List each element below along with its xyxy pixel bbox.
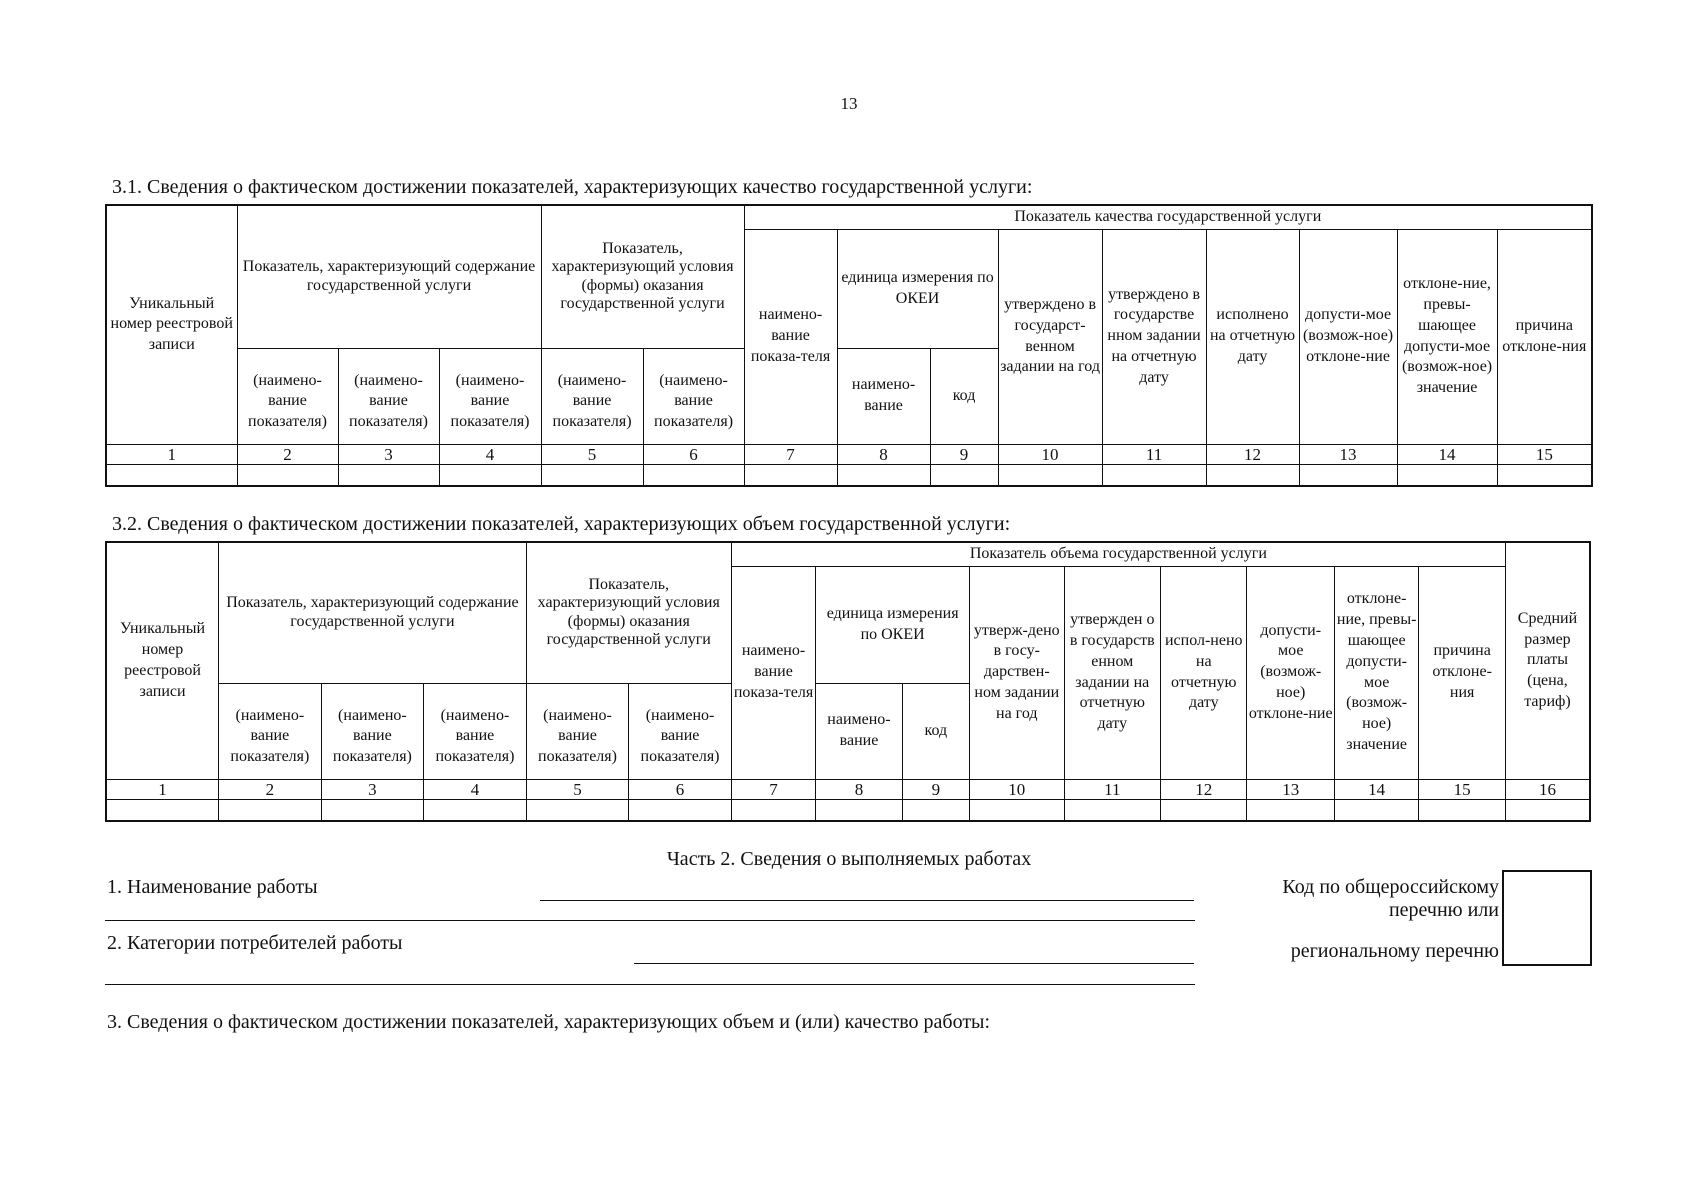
table-row: [106, 464, 1592, 486]
data-cell[interactable]: [1299, 464, 1397, 486]
data-cell[interactable]: [1247, 799, 1334, 821]
col-unit-name: наимено-вание: [816, 683, 902, 779]
data-cell[interactable]: [731, 799, 815, 821]
section-3-2-title: 3.2. Сведения о фактическом достижении показателей, характеризующих объем государственной услуги:: [112, 513, 1011, 535]
column-number: 2: [237, 444, 338, 464]
col-conditions-indicator: Показатель, характеризующий условия (формы) оказания государственной услуги: [526, 542, 731, 683]
code-label-line-1: Код по общероссийскому: [1282, 876, 1499, 898]
col-average-price: Средний размер платы (цена, тариф): [1505, 542, 1590, 779]
column-number: 2: [219, 779, 322, 799]
column-number: 4: [439, 444, 541, 464]
data-cell[interactable]: [744, 464, 837, 486]
data-cell[interactable]: [902, 799, 969, 821]
column-number: 5: [541, 444, 643, 464]
column-number: 3: [321, 779, 424, 799]
data-cell[interactable]: [816, 799, 902, 821]
sub-indicator-name: (наимено-вание показателя): [629, 683, 732, 779]
column-number: 10: [998, 444, 1102, 464]
column-number: 11: [1064, 779, 1161, 799]
column-number: 11: [1102, 444, 1206, 464]
sub-indicator-name: (наимено-вание показателя): [541, 348, 643, 444]
col-okei-unit: единица измерения по ОКЕИ: [837, 229, 998, 348]
column-numbers-row: [106, 779, 1590, 799]
code-label-line-2: перечню или: [1388, 899, 1499, 921]
sub-indicator-name: (наимено-вание показателя): [338, 348, 439, 444]
data-cell[interactable]: [930, 464, 998, 486]
table-row: [106, 799, 1590, 821]
column-number: 7: [744, 444, 837, 464]
column-number: 3: [338, 444, 439, 464]
data-cell[interactable]: [526, 799, 629, 821]
col-unit-name: наимено-вание: [837, 348, 930, 444]
data-cell[interactable]: [237, 464, 338, 486]
column-number: 1: [106, 444, 237, 464]
col-approved-year: утверждено в государст-венном задании на год: [998, 229, 1102, 444]
data-cell[interactable]: [106, 799, 219, 821]
data-cell[interactable]: [1505, 799, 1590, 821]
data-cell[interactable]: [837, 464, 930, 486]
col-okei-unit: единица измерения по ОКЕИ: [816, 566, 970, 683]
column-number: 8: [837, 444, 930, 464]
col-unique-number: Уникальный номер реестровой записи: [106, 542, 219, 779]
section-3-title: 3. Сведения о фактическом достижении показателей, характеризующих объем и (или) качество работы:: [107, 1011, 991, 1033]
column-number: 9: [930, 444, 998, 464]
sub-indicator-name: (наимено-вание показателя): [219, 683, 322, 779]
column-numbers-row: [106, 444, 1592, 464]
quality-group-header: Показатель качества государственной услуги: [744, 205, 1592, 229]
sub-indicator-name: (наимено-вание показателя): [439, 348, 541, 444]
column-number: 1: [106, 779, 219, 799]
column-number: 16: [1505, 779, 1590, 799]
column-number: 15: [1497, 444, 1592, 464]
section-3-1-title: 3.1. Сведения о фактическом достижении показателей, характеризующих качество государственной услуги:: [112, 176, 1033, 198]
col-content-indicator: Показатель, характеризующий содержание государственной услуги: [219, 542, 527, 683]
col-approved-date: утвержден о в государств енном задании на отчетную дату: [1064, 566, 1161, 779]
data-cell[interactable]: [1064, 799, 1161, 821]
sub-indicator-name: (наимено-вание показателя): [321, 683, 424, 779]
sub-indicator-name: (наимено-вание показателя): [643, 348, 744, 444]
data-cell[interactable]: [338, 464, 439, 486]
data-cell[interactable]: [1397, 464, 1497, 486]
data-cell[interactable]: [106, 464, 237, 486]
col-deviation-reason: причина отклоне-ния: [1419, 566, 1506, 779]
column-number: 6: [643, 444, 744, 464]
col-approved-year: утверж-дено в госу-дарствен-ном задании на год: [970, 566, 1065, 779]
registry-code-box[interactable]: [1502, 870, 1592, 966]
col-exceeding-deviation: отклоне-ние, превы-шающее допусти-мое (возмож-ное) значение: [1397, 229, 1497, 444]
column-number: 13: [1299, 444, 1397, 464]
data-cell[interactable]: [970, 799, 1065, 821]
data-cell[interactable]: [643, 464, 744, 486]
page-number: 13: [840, 94, 858, 113]
data-cell[interactable]: [1334, 799, 1418, 821]
column-number: 13: [1247, 779, 1334, 799]
data-cell[interactable]: [1161, 799, 1247, 821]
part-2-title: Часть 2. Сведения о выполняемых работах: [666, 848, 1032, 870]
column-number: 7: [731, 779, 815, 799]
col-deviation-reason: причина отклоне-ния: [1497, 229, 1592, 444]
data-cell[interactable]: [541, 464, 643, 486]
col-unit-code: код: [930, 348, 998, 444]
col-exceeding-deviation: отклоне-ние, превы-шающее допусти-мое (возмож-ное) значение: [1334, 566, 1418, 779]
data-cell[interactable]: [1206, 464, 1299, 486]
consumer-categories-line[interactable]: [634, 963, 1194, 964]
data-cell[interactable]: [219, 799, 322, 821]
column-number: 4: [424, 779, 527, 799]
volume-indicators-table: [105, 541, 1591, 822]
sub-indicator-name: (наимено-вание показателя): [526, 683, 629, 779]
col-content-indicator: Показатель, характеризующий содержание государственной услуги: [237, 205, 541, 348]
col-indicator-name: наимено-вание показа-теля: [744, 229, 837, 444]
separator-line: [105, 920, 1195, 921]
column-number: 14: [1397, 444, 1497, 464]
col-unique-number: Уникальный номер реестровой записи: [106, 205, 237, 444]
col-executed: испол-нено на отчетную дату: [1161, 566, 1247, 779]
column-number: 5: [526, 779, 629, 799]
column-number: 9: [902, 779, 969, 799]
work-name-line[interactable]: [540, 900, 1194, 901]
data-cell[interactable]: [321, 799, 424, 821]
column-number: 15: [1419, 779, 1506, 799]
column-number: 12: [1161, 779, 1247, 799]
col-allowed-deviation: допусти-мое (возмож-ное) отклоне-ние: [1299, 229, 1397, 444]
column-number: 8: [816, 779, 902, 799]
data-cell[interactable]: [998, 464, 1102, 486]
column-number: 6: [629, 779, 732, 799]
col-allowed-deviation: допусти-мое (возмож-ное) отклоне-ние: [1247, 566, 1334, 779]
data-cell[interactable]: [1497, 464, 1592, 486]
column-number: 10: [970, 779, 1065, 799]
volume-group-header: Показатель объема государственной услуги: [731, 542, 1505, 566]
data-cell[interactable]: [1102, 464, 1206, 486]
separator-line: [105, 984, 1195, 985]
quality-indicators-table: [105, 204, 1593, 487]
col-approved-date: утверждено в государстве нном задании на отчетную дату: [1102, 229, 1206, 444]
consumer-categories-label: 2. Категории потребителей работы: [107, 932, 403, 954]
col-unit-code: код: [902, 683, 969, 779]
column-number: 12: [1206, 444, 1299, 464]
work-name-label: 1. Наименование работы: [107, 876, 318, 898]
data-cell[interactable]: [424, 799, 527, 821]
column-number: 14: [1334, 779, 1418, 799]
data-cell[interactable]: [1419, 799, 1506, 821]
col-conditions-indicator: Показатель, характеризующий условия (формы) оказания государственной услуги: [541, 205, 744, 348]
sub-indicator-name: (наимено-вание показателя): [424, 683, 527, 779]
col-indicator-name: наимено-вание показа-теля: [731, 566, 815, 779]
sub-indicator-name: (наимено-вание показателя): [237, 348, 338, 444]
data-cell[interactable]: [629, 799, 732, 821]
data-cell[interactable]: [439, 464, 541, 486]
col-executed: исполнено на отчетную дату: [1206, 229, 1299, 444]
code-label-line-3: региональному перечню: [1290, 940, 1499, 962]
